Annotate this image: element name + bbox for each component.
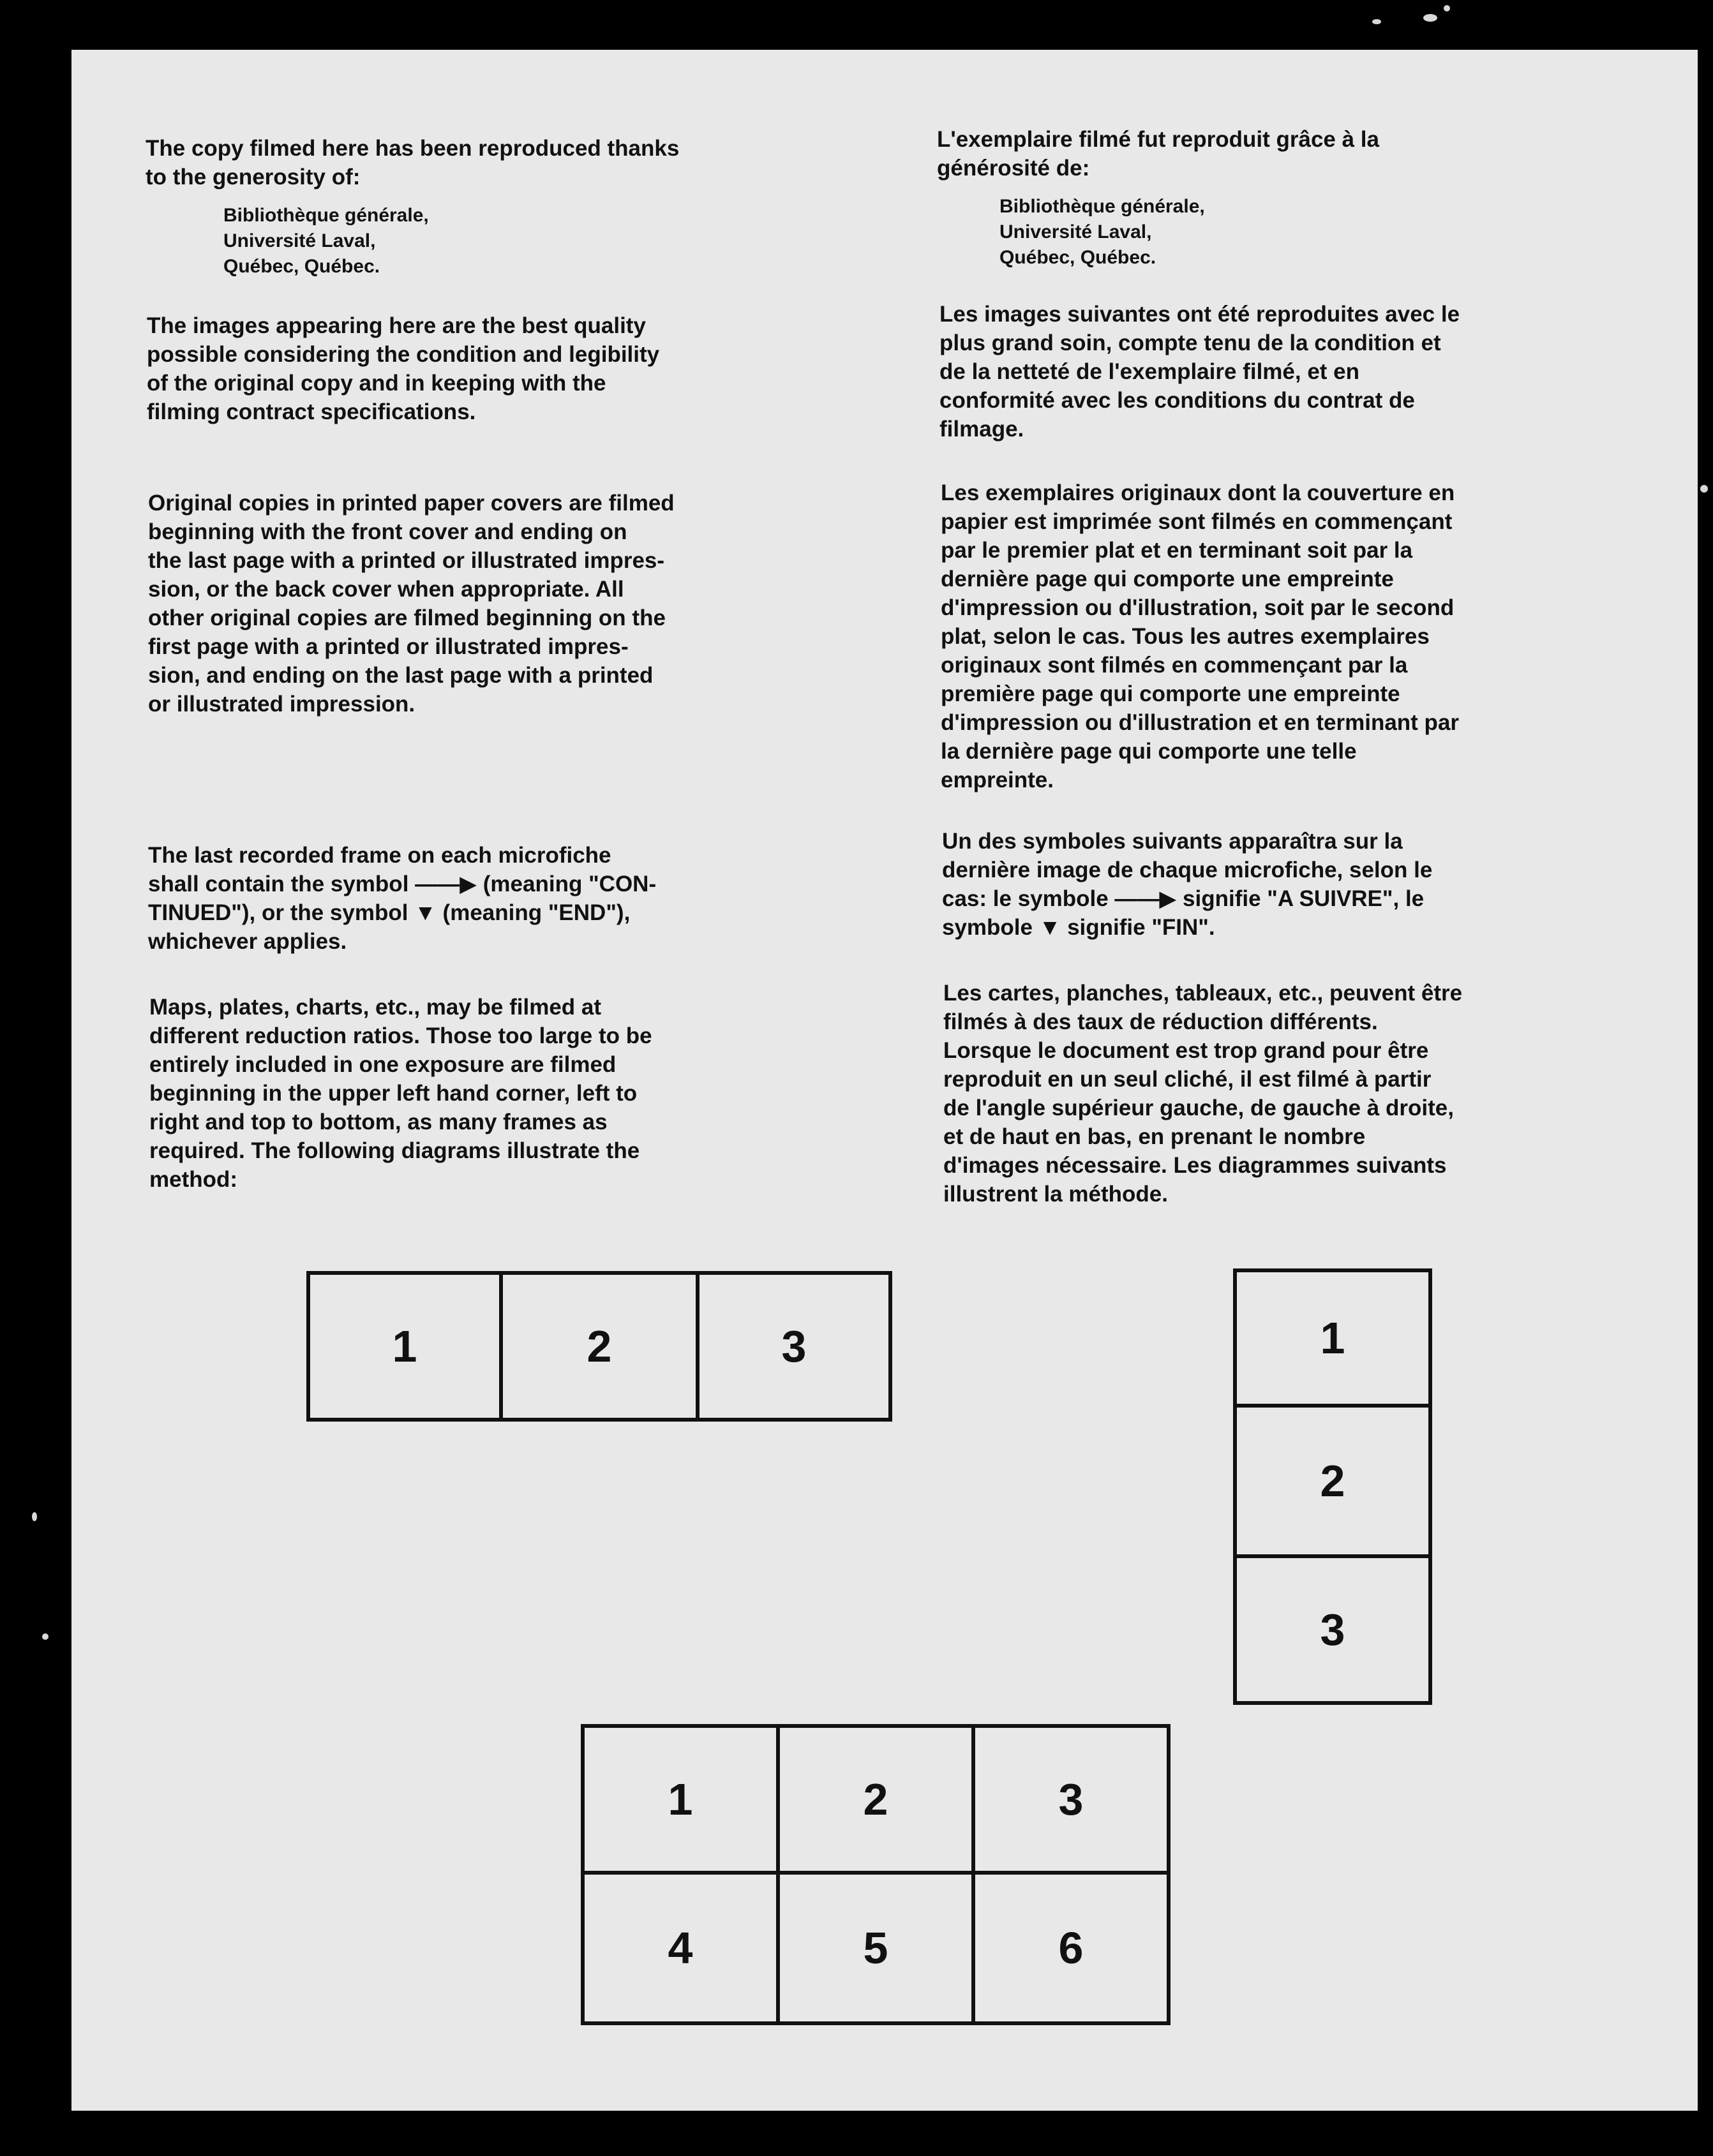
quality-text-en: The images appearing here are the best quality possible considering the condition and legibility of the original copy and in keeping with the filming contract specifications. bbox=[147, 313, 660, 424]
frame-cell: 3 bbox=[696, 1271, 892, 1422]
microfiche-target-page bbox=[71, 50, 1698, 2111]
film-speck bbox=[1700, 485, 1708, 493]
quality-text-fr: Les images suivantes ont été reproduites avec le plus grand soin, compte tenu de la condition et de la netteté de l'exemplaire filmé, et en conformité avec les conditions du contrat de filmage. bbox=[939, 302, 1460, 442]
frame-cell: 3 bbox=[1233, 1554, 1432, 1705]
originals-text-fr: Les exemplaires originaux dont la couverture en papier est imprimée sont filmés en commençant par le premier plat et en terminant soit par la dernière page qui comporte une empreinte d'impression ou d'illustration, soit par le second plat, selon le cas. Tous les autres exemplaires originaux sont filmés en commençant par la première page qui comporte une empreinte d'impression ou d'illustration et en terminant par la dernière page qui comporte une telle empreinte. bbox=[941, 480, 1460, 792]
frame-cell: 2 bbox=[499, 1271, 699, 1422]
maps-text-fr: Les cartes, planches, tableaux, etc., peuvent être filmés à des taux de réduction différents. Lorsque le document est trop grand pour être reproduit en un seul cliché, il est filmé à partir de l'angle supérieur gauche, de gauche à droite, et de haut en bas, en prenant le nombre d'images nécessaire. Les diagrammes suivants illustrent la méthode. bbox=[943, 981, 1463, 1207]
credit-text-en: The copy filmed here has been reproduced thanks to the generosity of: bbox=[146, 136, 680, 190]
library-address-en: Bibliothèque générale, Université Laval, Québec, Québec. bbox=[223, 205, 429, 277]
maps-text-en: Maps, plates, charts, etc., may be filmed at different reduction ratios. Those too large to be entirely included in one exposure are filmed beginning in the upper left hand corner, left to right and top to bottom, as many frames as required. The following diagrams illustrate the method: bbox=[149, 995, 652, 1192]
frame-cell: 2 bbox=[776, 1724, 975, 1875]
film-speck bbox=[32, 1512, 37, 1521]
frame-cell: 1 bbox=[1233, 1268, 1432, 1408]
symbols-text-fr: Un des symboles suivants apparaîtra sur la dernière image de chaque microfiche, selon le cas: le symbole ——▶ signifie "A SUIVRE", le symbole ▼ signifie "FIN". bbox=[942, 829, 1433, 940]
originals-text-en: Original copies in printed paper covers are filmed beginning with the front cover and ending on the last page with a printed or illustrated impres- sion, or the back cover when appropriate. All other original copies are filmed beginning on the first page with a printed or illustrated impres- sion, and ending on the last page with a printed or illustrated impression. bbox=[148, 491, 675, 717]
frame-cell: 2 bbox=[1233, 1404, 1432, 1558]
film-speck bbox=[1444, 5, 1450, 11]
frame-cell: 3 bbox=[971, 1724, 1171, 1875]
film-speck bbox=[42, 1633, 49, 1640]
frame-cell: 5 bbox=[776, 1871, 975, 2025]
frame-cell: 4 bbox=[581, 1871, 780, 2025]
credit-text-fr: L'exemplaire filmé fut reproduit grâce à la générosité de: bbox=[937, 127, 1379, 181]
frame-cell: 1 bbox=[306, 1271, 503, 1422]
film-speck bbox=[1372, 19, 1381, 24]
library-address-fr: Bibliothèque générale, Université Laval, Québec, Québec. bbox=[999, 196, 1205, 268]
symbols-text-en: The last recorded frame on each microfiche shall contain the symbol ——▶ (meaning "CON- TINUED"), or the symbol ▼ (meaning "END"), whichever applies. bbox=[148, 843, 657, 954]
frame-cell: 6 bbox=[971, 1871, 1171, 2025]
film-speck bbox=[1423, 14, 1437, 22]
frame-cell: 1 bbox=[581, 1724, 780, 1875]
